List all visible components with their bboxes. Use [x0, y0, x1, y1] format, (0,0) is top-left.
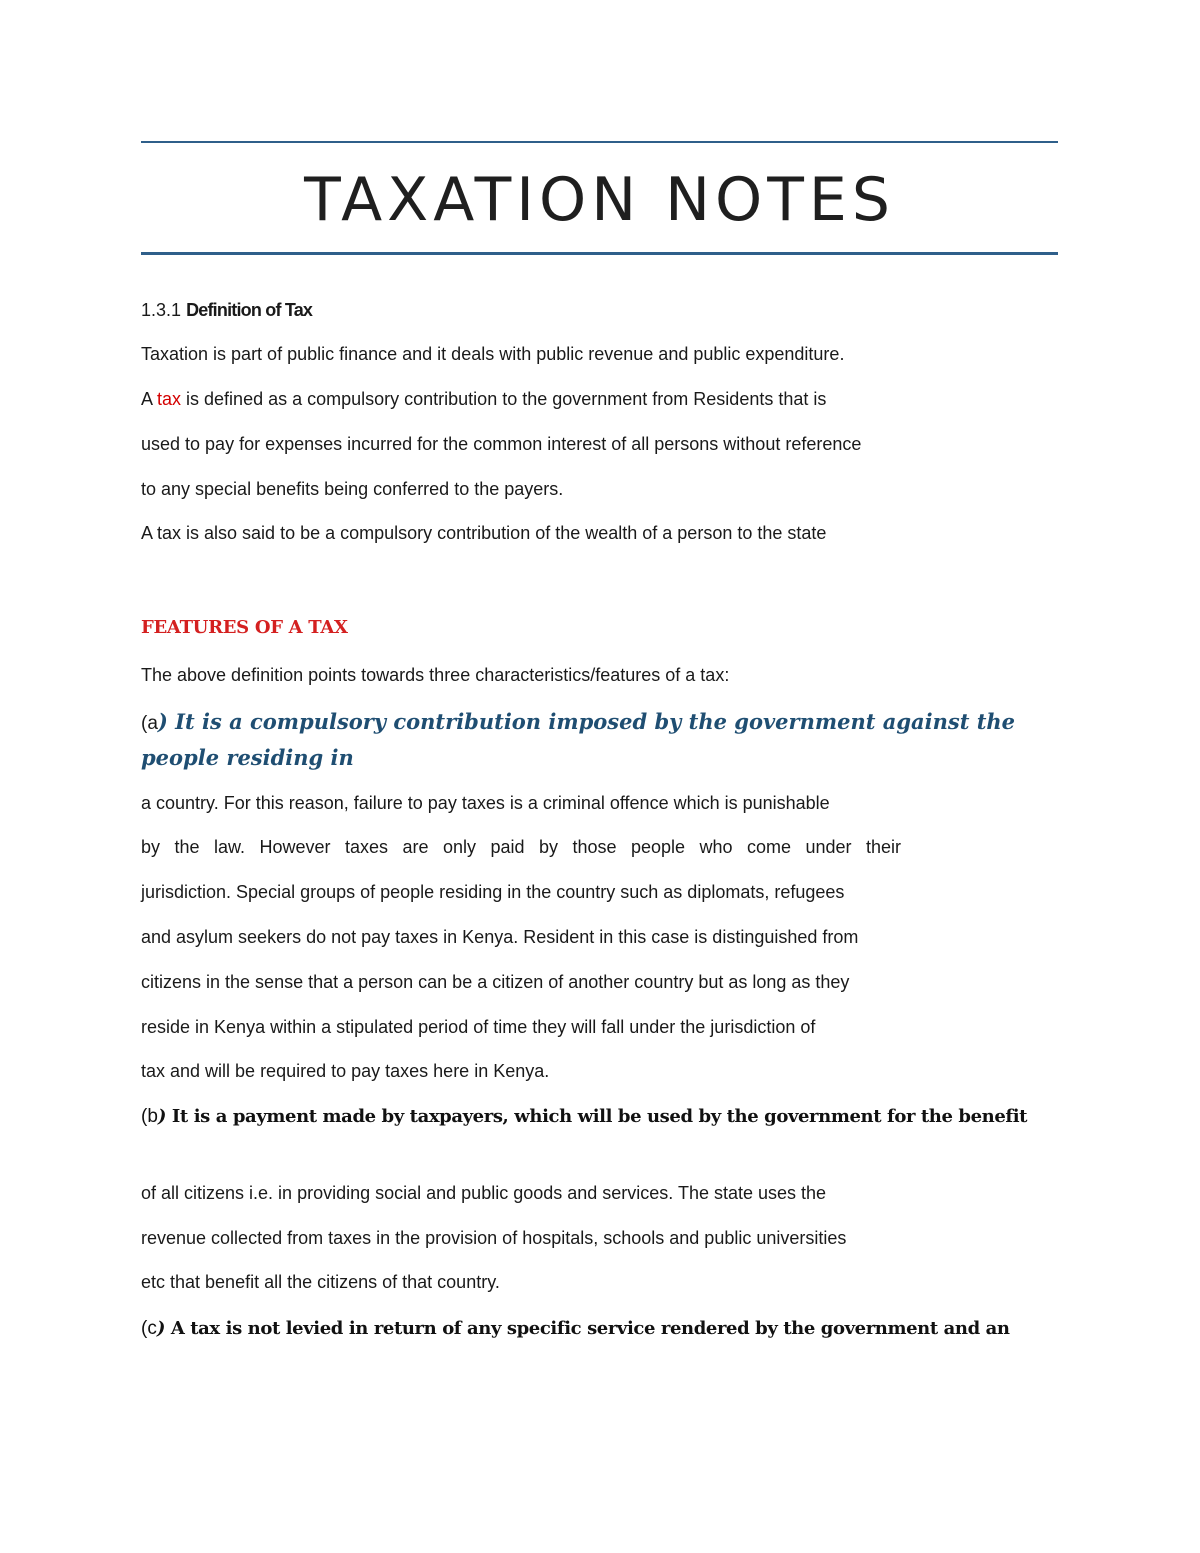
feature-b-prefix: (b — [141, 1106, 158, 1127]
title-top-rule — [141, 141, 1058, 143]
feature-b-body-line: of all citizens i.e. in providing social and public goods and services. The state uses the — [141, 1183, 827, 1203]
feature-a-body-line: jurisdiction. Special groups of people residing in the country such as diplomats, refugees — [141, 882, 845, 902]
title-bottom-rule — [141, 252, 1058, 255]
features-heading: FEATURES OF A TAX — [141, 617, 348, 638]
definition-line-2-end: is defined as a compulsory contribution to the government from Residents that is — [181, 389, 827, 409]
feature-c-prefix: (c — [141, 1318, 157, 1339]
feature-a-text: ) It is a compulsory contribution imposed by the government against the people residing in — [141, 709, 1016, 770]
definition-line-1: Taxation is part of public finance and it deals with public revenue and public expenditure. — [141, 344, 845, 364]
definition-line-2 — [141, 388, 826, 410]
feature-c-paren: ) — [156, 1318, 165, 1339]
feature-a-body-line: citizens in the sense that a person can be a citizen of another country but as long as they — [141, 972, 850, 992]
definition-line-2-start: A — [141, 389, 158, 409]
highlighted-term-tax: tax — [157, 389, 182, 409]
feature-c-text: A tax is not levied in return of any specific service rendered by the government and an — [164, 1318, 1010, 1339]
feature-b-text: It is a payment made by taxpayers, which will be used by the government for the benefit — [166, 1106, 1028, 1127]
definition-line-5: A tax is also said to be a compulsory contribution of the wealth of a person to the state — [141, 523, 827, 543]
features-intro: The above definition points towards three characteristics/features of a tax: — [141, 665, 730, 685]
feature-a-body-line: by the law. However taxes are only paid by those people who come under their — [141, 837, 901, 857]
document-title: TAXATION NOTES — [304, 165, 895, 235]
section-number: 1.3.1 — [141, 300, 182, 320]
feature-a-heading — [141, 705, 1041, 775]
definition-line-3: used to pay for expenses incurred for the common interest of all persons without reference — [141, 434, 862, 454]
definition-heading — [141, 299, 312, 321]
feature-a-body-line: reside in Kenya within a stipulated period of time they will fall under the jurisdiction of — [141, 1017, 816, 1037]
feature-b-heading — [141, 1101, 1051, 1132]
feature-b-body-line: revenue collected from taxes in the provision of hospitals, schools and public universities — [141, 1228, 847, 1248]
feature-a-prefix: (a — [141, 713, 158, 734]
section-heading: Definition of Tax — [186, 300, 313, 320]
definition-line-4: to any special benefits being conferred to the payers. — [141, 479, 564, 499]
feature-a-body-line: and asylum seekers do not pay taxes in Kenya. Resident in this case is distinguished from — [141, 927, 859, 947]
feature-b-body-line: etc that benefit all the citizens of that country. — [141, 1272, 500, 1292]
feature-a-body-line: tax and will be required to pay taxes here in Kenya. — [141, 1061, 550, 1081]
feature-a-body-line: a country. For this reason, failure to pay taxes is a criminal offence which is punishable — [141, 793, 830, 813]
feature-b-paren: ) — [157, 1106, 167, 1127]
feature-c-heading — [141, 1313, 1051, 1344]
